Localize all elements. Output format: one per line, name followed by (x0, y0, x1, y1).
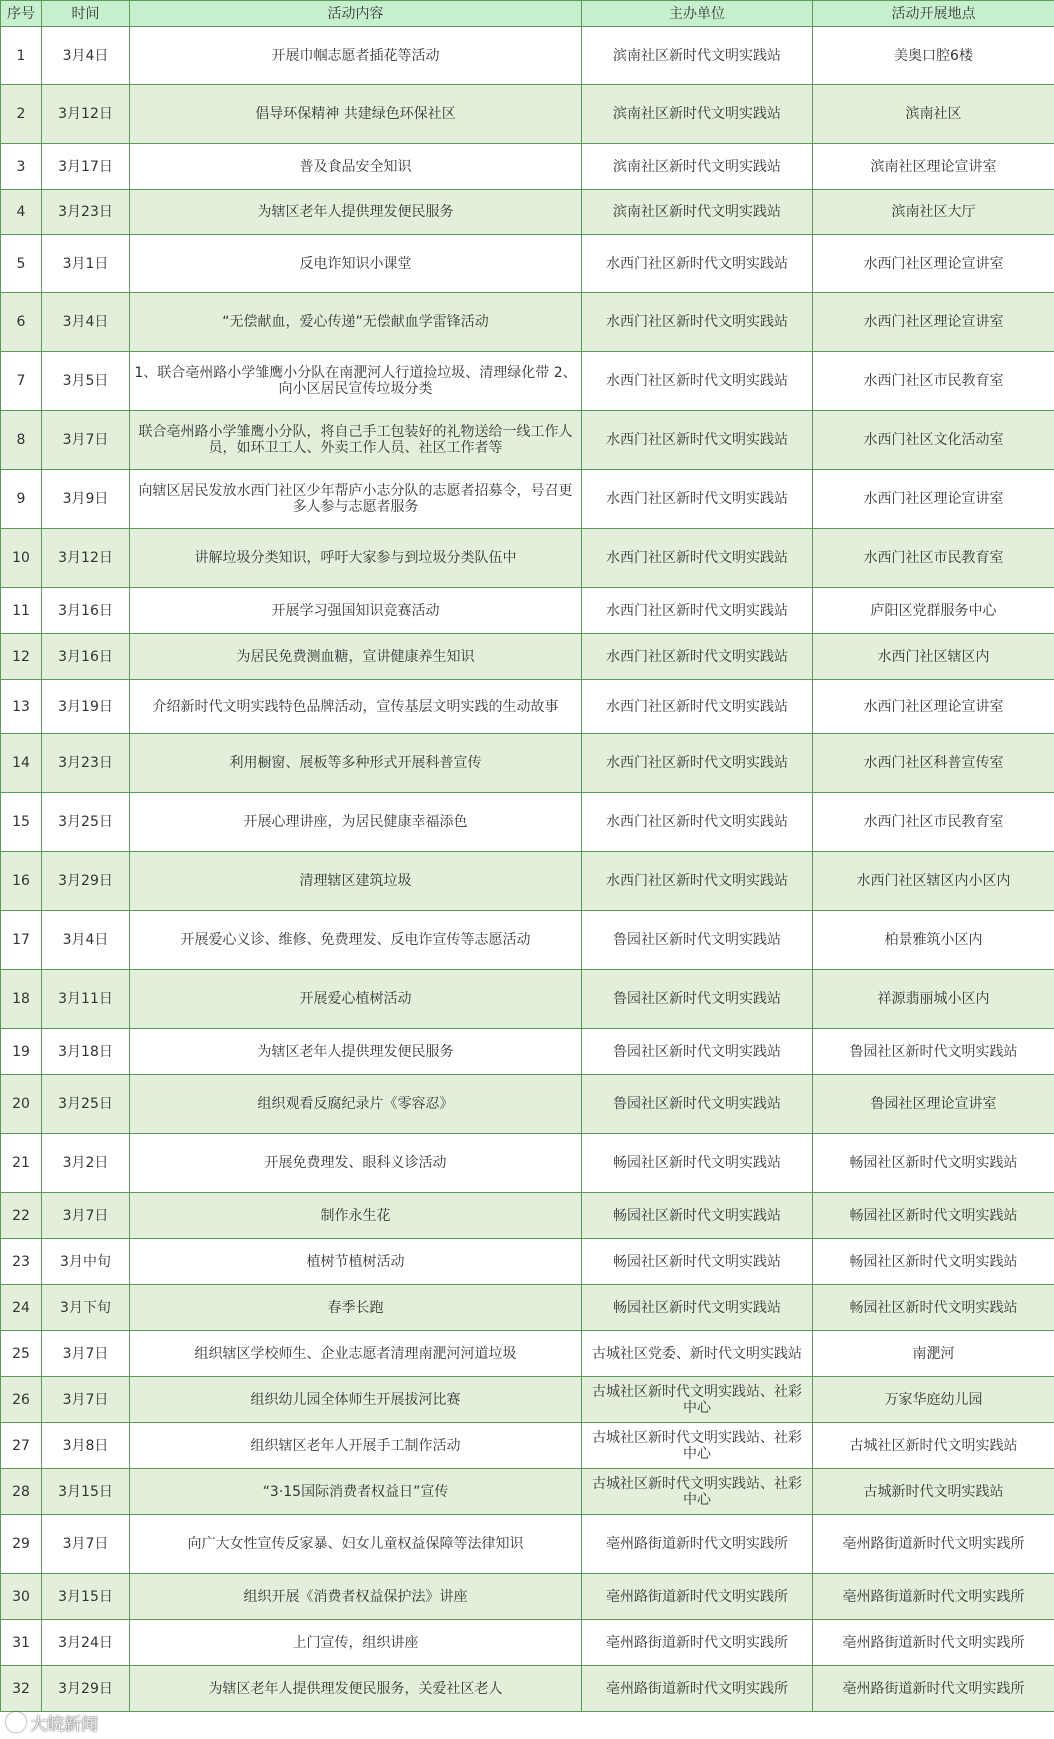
table-row (1, 1075, 1054, 1134)
watermark-logo-icon (6, 1712, 26, 1732)
table-row (1, 911, 1054, 970)
cell-organizer: 水西门社区新时代文明实践站 (582, 852, 813, 911)
cell-organizer: 鲁园社区新时代文明实践站 (582, 970, 813, 1029)
cell-organizer: 滨南社区新时代文明实践站 (582, 27, 813, 85)
cell-content: 为辖区老年人提供理发便民服务 (130, 190, 582, 235)
table-row (1, 352, 1054, 411)
cell-no: 18 (1, 970, 42, 1029)
cell-no: 1 (1, 27, 42, 85)
cell-content: 上门宣传，组织讲座 (130, 1620, 582, 1666)
cell-location: 水西门社区市民教育室 (813, 529, 1054, 588)
table-row (1, 680, 1054, 734)
cell-content: 开展心理讲座，为居民健康幸福添色 (130, 793, 582, 852)
cell-location: 畅园社区新时代文明实践站 (813, 1285, 1054, 1331)
table-row (1, 1574, 1054, 1620)
cell-no: 10 (1, 529, 42, 588)
cell-content: 讲解垃圾分类知识，呼吁大家参与到垃圾分类队伍中 (130, 529, 582, 588)
table-row (1, 1134, 1054, 1193)
cell-location: 古城新时代文明实践站 (813, 1469, 1054, 1515)
cell-no: 26 (1, 1377, 42, 1423)
cell-organizer: 滨南社区新时代文明实践站 (582, 144, 813, 190)
cell-time: 3月19日 (42, 680, 130, 734)
cell-content: 为居民免费测血糖，宣讲健康养生知识 (130, 634, 582, 680)
cell-organizer: 亳州路街道新时代文明实践所 (582, 1666, 813, 1712)
cell-content: 植树节植树活动 (130, 1239, 582, 1285)
cell-location: 畅园社区新时代文明实践站 (813, 1239, 1054, 1285)
cell-location: 庐阳区党群服务中心 (813, 588, 1054, 634)
cell-time: 3月15日 (42, 1574, 130, 1620)
cell-time: 3月29日 (42, 1666, 130, 1712)
cell-time: 3月7日 (42, 1515, 130, 1574)
cell-location: 水西门社区理论宣讲室 (813, 470, 1054, 529)
table-row (1, 235, 1054, 293)
cell-no: 9 (1, 470, 42, 529)
cell-content: 反电诈知识小课堂 (130, 235, 582, 293)
cell-no: 5 (1, 235, 42, 293)
table-header-row (1, 1, 1054, 27)
table-row (1, 470, 1054, 529)
table-row (1, 85, 1054, 144)
cell-organizer: 亳州路街道新时代文明实践所 (582, 1574, 813, 1620)
cell-content: 向广大女性宣传反家暴、妇女儿童权益保障等法律知识 (130, 1515, 582, 1574)
cell-time: 3月29日 (42, 852, 130, 911)
cell-content: 开展爱心植树活动 (130, 970, 582, 1029)
table-row (1, 1515, 1054, 1574)
cell-organizer: 鲁园社区新时代文明实践站 (582, 911, 813, 970)
cell-organizer: 水西门社区新时代文明实践站 (582, 634, 813, 680)
table-row (1, 190, 1054, 235)
cell-time: 3月25日 (42, 793, 130, 852)
cell-time: 3月24日 (42, 1620, 130, 1666)
cell-time: 3月25日 (42, 1075, 130, 1134)
cell-organizer: 古城社区党委、新时代文明实践站 (582, 1331, 813, 1377)
cell-content: 组织开展《消费者权益保护法》讲座 (130, 1574, 582, 1620)
cell-time: 3月9日 (42, 470, 130, 529)
cell-organizer: 水西门社区新时代文明实践站 (582, 529, 813, 588)
table-row (1, 144, 1054, 190)
cell-content: 组织辖区老年人开展手工制作活动 (130, 1423, 582, 1469)
cell-no: 15 (1, 793, 42, 852)
header-organizer: 主办单位 (582, 1, 813, 27)
cell-location: 美奥口腔6楼 (813, 27, 1054, 85)
cell-time: 3月下旬 (42, 1285, 130, 1331)
cell-location: 水西门社区辖区内小区内 (813, 852, 1054, 911)
cell-time: 3月16日 (42, 588, 130, 634)
table-row (1, 1285, 1054, 1331)
cell-content: 普及食品安全知识 (130, 144, 582, 190)
cell-organizer: 古城社区新时代文明实践站、社彩中心 (582, 1423, 813, 1469)
cell-location: 水西门社区市民教育室 (813, 352, 1054, 411)
cell-no: 2 (1, 85, 42, 144)
cell-time: 3月7日 (42, 411, 130, 470)
cell-time: 3月8日 (42, 1423, 130, 1469)
cell-location: 水西门社区市民教育室 (813, 793, 1054, 852)
cell-location: 水西门社区辖区内 (813, 634, 1054, 680)
watermark (6, 1710, 98, 1734)
cell-no: 28 (1, 1469, 42, 1515)
cell-time: 3月23日 (42, 190, 130, 235)
cell-location: 水西门社区理论宣讲室 (813, 235, 1054, 293)
cell-location: 万家华庭幼儿园 (813, 1377, 1054, 1423)
cell-no: 16 (1, 852, 42, 911)
cell-location: 滨南社区理论宣讲室 (813, 144, 1054, 190)
cell-no: 4 (1, 190, 42, 235)
cell-time: 3月15日 (42, 1469, 130, 1515)
cell-content: 开展巾帼志愿者插花等活动 (130, 27, 582, 85)
cell-content: 清理辖区建筑垃圾 (130, 852, 582, 911)
table-row (1, 1193, 1054, 1239)
cell-time: 3月中旬 (42, 1239, 130, 1285)
cell-organizer: 鲁园社区新时代文明实践站 (582, 1029, 813, 1075)
header-content: 活动内容 (130, 1, 582, 27)
cell-content: 开展爱心义诊、维修、免费理发、反电诈宣传等志愿活动 (130, 911, 582, 970)
cell-no: 25 (1, 1331, 42, 1377)
table-row (1, 411, 1054, 470)
table-row (1, 1377, 1054, 1423)
cell-location: 鲁园社区新时代文明实践站 (813, 1029, 1054, 1075)
cell-location: 滨南社区 (813, 85, 1054, 144)
cell-no: 20 (1, 1075, 42, 1134)
cell-content: 组织幼儿园全体师生开展拔河比赛 (130, 1377, 582, 1423)
cell-time: 3月2日 (42, 1134, 130, 1193)
cell-organizer: 畅园社区新时代文明实践站 (582, 1239, 813, 1285)
cell-no: 19 (1, 1029, 42, 1075)
cell-content: 倡导环保精神 共建绿色环保社区 (130, 85, 582, 144)
activity-table-body (1, 1, 1054, 1712)
cell-organizer: 鲁园社区新时代文明实践站 (582, 1075, 813, 1134)
cell-content: 为辖区老年人提供理发便民服务 (130, 1029, 582, 1075)
cell-no: 23 (1, 1239, 42, 1285)
cell-content: 组织观看反腐纪录片《零容忍》 (130, 1075, 582, 1134)
cell-location: 南淝河 (813, 1331, 1054, 1377)
cell-time: 3月4日 (42, 911, 130, 970)
cell-content: “3·15国际消费者权益日”宣传 (130, 1469, 582, 1515)
cell-no: 6 (1, 293, 42, 352)
table-row (1, 793, 1054, 852)
watermark-text: 大皖新闻 (30, 1714, 98, 1735)
cell-time: 3月17日 (42, 144, 130, 190)
cell-no: 14 (1, 734, 42, 793)
cell-content: 组织辖区学校师生、企业志愿者清理南淝河河道垃圾 (130, 1331, 582, 1377)
cell-location: 畅园社区新时代文明实践站 (813, 1134, 1054, 1193)
cell-content: 开展学习强国知识竞赛活动 (130, 588, 582, 634)
table-row (1, 970, 1054, 1029)
cell-organizer: 滨南社区新时代文明实践站 (582, 85, 813, 144)
table-row (1, 1029, 1054, 1075)
cell-no: 3 (1, 144, 42, 190)
cell-organizer: 水西门社区新时代文明实践站 (582, 352, 813, 411)
table-row (1, 1666, 1054, 1712)
cell-location: 亳州路街道新时代文明实践所 (813, 1620, 1054, 1666)
cell-time: 3月12日 (42, 85, 130, 144)
cell-location: 水西门社区科普宣传室 (813, 734, 1054, 793)
header-location: 活动开展地点 (813, 1, 1054, 27)
table-row (1, 1239, 1054, 1285)
table-row (1, 588, 1054, 634)
cell-no: 17 (1, 911, 42, 970)
cell-no: 24 (1, 1285, 42, 1331)
cell-organizer: 水西门社区新时代文明实践站 (582, 411, 813, 470)
cell-organizer: 水西门社区新时代文明实践站 (582, 470, 813, 529)
cell-organizer: 水西门社区新时代文明实践站 (582, 734, 813, 793)
cell-organizer: 古城社区新时代文明实践站、社彩中心 (582, 1377, 813, 1423)
table-row (1, 293, 1054, 352)
cell-organizer: 古城社区新时代文明实践站、社彩中心 (582, 1469, 813, 1515)
cell-content: 联合亳州路小学雏鹰小分队，将自己手工包装好的礼物送给一线工作人员，如环卫工人、外卖工作人员、社区工作者等 (130, 411, 582, 470)
cell-time: 3月7日 (42, 1377, 130, 1423)
cell-location: 亳州路街道新时代文明实践所 (813, 1574, 1054, 1620)
cell-location: 水西门社区文化活动室 (813, 411, 1054, 470)
cell-time: 3月1日 (42, 235, 130, 293)
cell-location: 祥源翡丽城小区内 (813, 970, 1054, 1029)
cell-no: 12 (1, 634, 42, 680)
cell-no: 30 (1, 1574, 42, 1620)
cell-location: 畅园社区新时代文明实践站 (813, 1193, 1054, 1239)
cell-organizer: 水西门社区新时代文明实践站 (582, 293, 813, 352)
cell-time: 3月16日 (42, 634, 130, 680)
table-row (1, 634, 1054, 680)
cell-organizer: 畅园社区新时代文明实践站 (582, 1285, 813, 1331)
cell-time: 3月18日 (42, 1029, 130, 1075)
cell-location: 亳州路街道新时代文明实践所 (813, 1515, 1054, 1574)
cell-no: 8 (1, 411, 42, 470)
cell-time: 3月11日 (42, 970, 130, 1029)
cell-location: 水西门社区理论宣讲室 (813, 293, 1054, 352)
cell-content: 开展免费理发、眼科义诊活动 (130, 1134, 582, 1193)
cell-time: 3月7日 (42, 1331, 130, 1377)
cell-content: 向辖区居民发放水西门社区少年帮庐小志分队的志愿者招募令，号召更多人参与志愿者服务 (130, 470, 582, 529)
cell-organizer: 亳州路街道新时代文明实践所 (582, 1620, 813, 1666)
cell-time: 3月12日 (42, 529, 130, 588)
cell-location: 水西门社区理论宣讲室 (813, 680, 1054, 734)
header-time: 时间 (42, 1, 130, 27)
cell-no: 22 (1, 1193, 42, 1239)
cell-time: 3月4日 (42, 27, 130, 85)
cell-organizer: 水西门社区新时代文明实践站 (582, 588, 813, 634)
cell-location: 古城社区新时代文明实践站 (813, 1423, 1054, 1469)
header-no: 序号 (1, 1, 42, 27)
cell-content: 为辖区老年人提供理发便民服务，关爱社区老人 (130, 1666, 582, 1712)
cell-no: 21 (1, 1134, 42, 1193)
table-row (1, 529, 1054, 588)
cell-organizer: 滨南社区新时代文明实践站 (582, 190, 813, 235)
cell-no: 7 (1, 352, 42, 411)
cell-organizer: 水西门社区新时代文明实践站 (582, 793, 813, 852)
table-row (1, 1469, 1054, 1515)
cell-time: 3月4日 (42, 293, 130, 352)
cell-location: 鲁园社区理论宣讲室 (813, 1075, 1054, 1134)
cell-no: 13 (1, 680, 42, 734)
cell-content: 制作永生花 (130, 1193, 582, 1239)
cell-content: 1、联合亳州路小学雏鹰小分队在南淝河人行道捡垃圾、清理绿化带 2、向小区居民宣传垃圾分类 (130, 352, 582, 411)
cell-content: 春季长跑 (130, 1285, 582, 1331)
table-row (1, 1331, 1054, 1377)
table-row (1, 1620, 1054, 1666)
cell-content: 介绍新时代文明实践特色品牌活动，宣传基层文明实践的生动故事 (130, 680, 582, 734)
cell-organizer: 畅园社区新时代文明实践站 (582, 1193, 813, 1239)
cell-location: 滨南社区大厅 (813, 190, 1054, 235)
cell-location: 柏景雅筑小区内 (813, 911, 1054, 970)
cell-time: 3月7日 (42, 1193, 130, 1239)
cell-time: 3月23日 (42, 734, 130, 793)
table-row (1, 1423, 1054, 1469)
cell-content: 利用橱窗、展板等多种形式开展科普宣传 (130, 734, 582, 793)
cell-organizer: 畅园社区新时代文明实践站 (582, 1134, 813, 1193)
cell-no: 11 (1, 588, 42, 634)
table-row (1, 852, 1054, 911)
cell-content: “无偿献血，爱心传递”无偿献血学雷锋活动 (130, 293, 582, 352)
cell-organizer: 水西门社区新时代文明实践站 (582, 680, 813, 734)
table-row (1, 734, 1054, 793)
cell-no: 27 (1, 1423, 42, 1469)
cell-organizer: 亳州路街道新时代文明实践所 (582, 1515, 813, 1574)
table-row (1, 27, 1054, 85)
cell-time: 3月5日 (42, 352, 130, 411)
cell-no: 29 (1, 1515, 42, 1574)
cell-location: 亳州路街道新时代文明实践所 (813, 1666, 1054, 1712)
cell-no: 31 (1, 1620, 42, 1666)
cell-organizer: 水西门社区新时代文明实践站 (582, 235, 813, 293)
cell-no: 32 (1, 1666, 42, 1712)
